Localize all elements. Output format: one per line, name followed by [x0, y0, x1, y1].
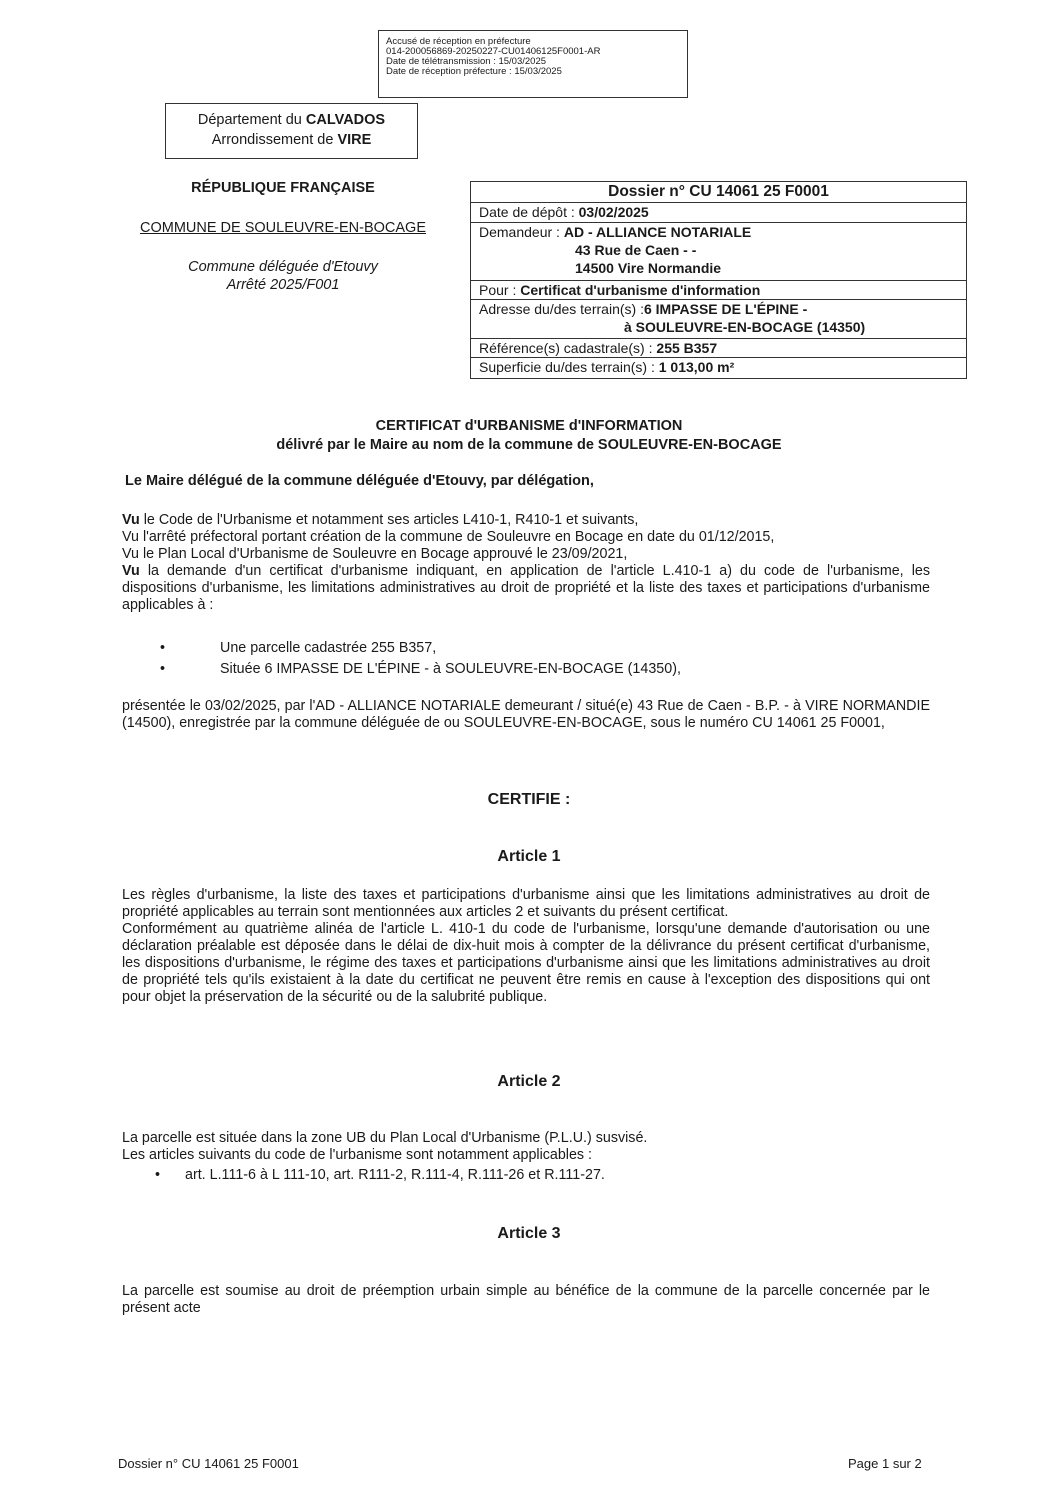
article1-body [122, 887, 930, 1006]
article2-paragraph: Les articles suivants du code de l'urbanisme sont notamment applicables : [122, 1147, 593, 1163]
vu-list [122, 512, 930, 614]
commune-heading: COMMUNE DE SOULEUVRE-EN-BOCAGE [139, 220, 426, 236]
reception-stamp [378, 30, 688, 98]
department-name: CALVADOS [305, 112, 386, 128]
article3-title: Article 3 [497, 1225, 561, 1242]
dossier-pour-row: Pour : Certificat d'urbanisme d'information [471, 281, 966, 300]
dossier-ref-row: Référence(s) cadastrale(s) : 255 B357 [471, 339, 966, 358]
list-item: • art. L.111-6 à L 111-10, art. R111-2, R.111-4, R.111-26 et R.111-27. [155, 1167, 605, 1183]
commune-deleguee [118, 258, 448, 294]
dossier-superficie-row: Superficie du/des terrain(s) : 1 013,00 m² [479, 359, 735, 375]
dossier-title: Dossier n° CU 14061 25 F0001 [471, 182, 966, 203]
certifie-heading: CERTIFIE : [487, 791, 571, 808]
article1-paragraph: Les règles d'urbanisme, la liste des taxes et participations d'urbanisme ainsi que les limitations administratives au droit de propriété applicables au terrain sont mentionnées aux articles 2 et suivants du présent certificat. [122, 887, 930, 920]
republique-heading: RÉPUBLIQUE FRANÇAISE [191, 180, 375, 196]
footer-page-number: Page 1 sur 2 [848, 1456, 922, 1471]
maire-line: Le Maire délégué de la commune déléguée d'Etouvy, par délégation, [125, 473, 594, 489]
dossier-adresse-row: Adresse du/des terrain(s) :6 IMPASSE DE L'ÉPINE - à SOULEUVRE-EN-BOCAGE (14350) [471, 300, 966, 339]
arrete-line: Arrêté 2025/F001 [226, 277, 340, 293]
stamp-line: Date de réception préfecture : 15/03/2025 [386, 66, 562, 77]
article3-paragraph: La parcelle est soumise au droit de préemption urbain simple au bénéfice de la commune de la parcelle concernée par le présent acte [122, 1283, 930, 1316]
stamp-line: Accusé de réception en préfecture [386, 36, 531, 47]
parcel-bullets [160, 638, 681, 680]
stamp-line: Date de télétransmission : 15/03/2025 [386, 56, 547, 67]
commune-deleguee-line: Commune déléguée d'Etouvy [188, 259, 378, 275]
list-item: • Une parcelle cadastrée 255 B357, [160, 640, 437, 656]
article2-paragraph: La parcelle est située dans la zone UB du Plan Local d'Urbanisme (P.L.U.) susvisé. [122, 1130, 648, 1146]
dossier-date-row: Date de dépôt : 03/02/2025 [471, 203, 966, 223]
department-box [165, 103, 418, 159]
dossier-box [470, 181, 967, 379]
arrondissement-line: Arrondissement de VIRE [211, 132, 372, 148]
dossier-demandeur-row: Demandeur : AD - ALLIANCE NOTARIALE 43 Rue de Caen - - 14500 Vire Normandie [471, 223, 966, 281]
article1-paragraph: Conformément au quatrième alinéa de l'article L. 410-1 du code de l'urbanisme, lorsqu'une demande d'autorisation ou une déclaration préalable est déposée dans le délai de dix-huit mois à compter de la délivrance du présent certificat d'urbanisme, les dispositions d'urbanisme, le régime des taxes et participations d'urbanisme ainsi que les limitations administratives au droit de propriété tels qu'ils existaient à la date du certificat ne peuvent être remis en cause à l'exception des dispositions qui ont pour objet la préservation de la sécurité ou de la salubrité publique. [122, 921, 930, 1005]
vu-item: Vu l'arrêté préfectoral portant création de la commune de Souleuvre en Bocage en date du 01/12/2015, [122, 529, 775, 545]
department-line: Département du CALVADOS [197, 112, 386, 128]
article2-title: Article 2 [497, 1073, 561, 1090]
certificat-title-line1: CERTIFICAT d'URBANISME d'INFORMATION [375, 418, 683, 434]
vu-item: Vu la demande d'un certificat d'urbanisme indiquant, en application de l'article L.410-1 a) du code de l'urbanisme, les dispositions d'urbanisme, les limitations administratives au droit de propriété et la liste des taxes et participations d'urbanisme applicables à : [122, 563, 930, 613]
certificat-title-line2: délivré par le Maire au nom de la commune de SOULEUVRE-EN-BOCAGE [276, 437, 782, 453]
vu-item: Vu le Code de l'Urbanisme et notamment ses articles L410-1, R410-1 et suivants, [122, 512, 639, 528]
certificat-title [0, 417, 1058, 455]
list-item: • Située 6 IMPASSE DE L'ÉPINE - à SOULEUVRE-EN-BOCAGE (14350), [160, 661, 681, 677]
article1-title: Article 1 [497, 848, 561, 865]
arrondissement-name: VIRE [337, 132, 372, 148]
article2-bullets [155, 1165, 605, 1186]
stamp-line: 014-200056869-20250227-CU01406125F0001-AR [386, 46, 601, 57]
vu-item: Vu le Plan Local d'Urbanisme de Souleuvre en Bocage approuvé le 23/09/2021, [122, 546, 628, 562]
presentee-paragraph: présentée le 03/02/2025, par l'AD - ALLIANCE NOTARIALE demeurant / situé(e) 43 Rue de Caen - B.P. - à VIRE NORMANDIE (14500), enregistrée par la commune déléguée de ou SOULEUVRE-EN-BOCAGE, sous le numéro CU 14061 25 F0001, [122, 698, 930, 731]
footer-dossier-number: Dossier n° CU 14061 25 F0001 [118, 1456, 299, 1471]
article2-body [122, 1130, 930, 1164]
